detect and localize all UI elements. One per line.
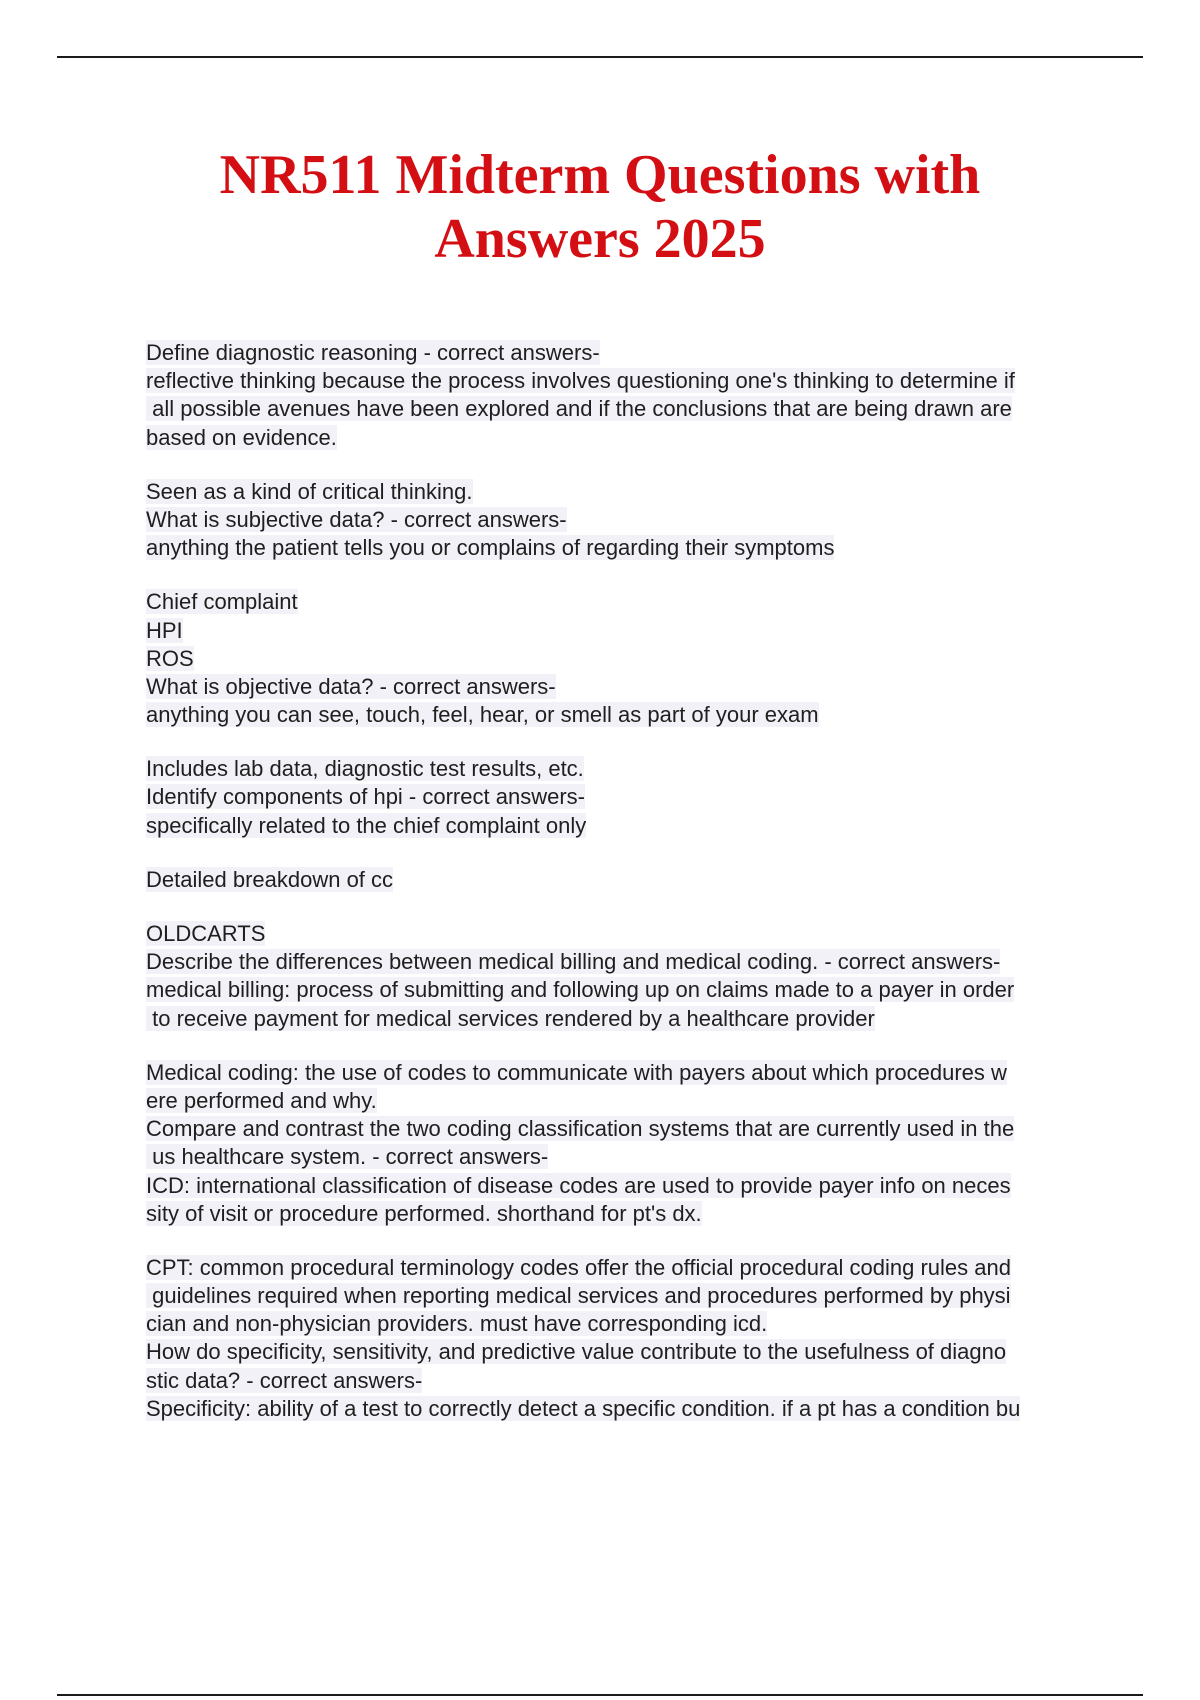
line-text: What is subjective data? - correct answers- <box>146 506 567 532</box>
text-line <box>146 1338 1096 1366</box>
text-line <box>146 1115 1096 1143</box>
text-line <box>146 866 1096 894</box>
blank-line <box>146 894 1096 920</box>
line-text: Describe the differences between medical billing and medical coding. - correct answers- <box>146 949 1001 975</box>
blank-line <box>146 562 1096 588</box>
text-line <box>146 1395 1096 1423</box>
text-line <box>146 673 1096 701</box>
text-line <box>146 367 1096 395</box>
bottom-divider <box>57 1694 1143 1696</box>
text-line <box>146 424 1096 452</box>
line-text: reflective thinking because the process involves questioning one's thinking to determine if <box>146 368 1015 394</box>
line-text: to receive payment for medical services rendered by a healthcare provider <box>146 1005 875 1031</box>
text-line <box>146 1087 1096 1115</box>
text-line <box>146 506 1096 534</box>
line-text: specifically related to the chief complaint only <box>146 812 587 838</box>
line-text: based on evidence. <box>146 424 337 450</box>
text-line <box>146 755 1096 783</box>
text-line <box>146 588 1096 616</box>
line-text: Specificity: ability of a test to correctly detect a specific condition. if a pt has a condition bu <box>146 1395 1021 1421</box>
text-line <box>146 478 1096 506</box>
line-text: Medical coding: the use of codes to communicate with payers about which procedures w <box>146 1059 1007 1085</box>
line-text: anything the patient tells you or complains of regarding their symptoms <box>146 535 835 561</box>
line-text: HPI <box>146 617 183 643</box>
line-text: CPT: common procedural terminology codes offer the official procedural coding rules and <box>146 1254 1011 1280</box>
line-text: anything you can see, touch, feel, hear, or smell as part of your exam <box>146 702 819 728</box>
text-line <box>146 1200 1096 1228</box>
line-text: Includes lab data, diagnostic test results, etc. <box>146 756 584 782</box>
text-line <box>146 645 1096 673</box>
document-body <box>146 339 1096 1423</box>
text-line <box>146 1143 1096 1171</box>
line-text: Seen as a kind of critical thinking. <box>146 478 473 504</box>
text-line <box>146 976 1096 1004</box>
line-text: Chief complaint <box>146 589 298 615</box>
document-title <box>0 143 1200 271</box>
text-line <box>146 339 1096 367</box>
text-line <box>146 1172 1096 1200</box>
top-divider <box>57 56 1143 58</box>
line-text: stic data? - correct answers- <box>146 1367 423 1393</box>
text-line <box>146 1005 1096 1033</box>
blank-line <box>146 729 1096 755</box>
line-text: Compare and contrast the two coding classification systems that are currently used in the <box>146 1116 1015 1142</box>
text-line <box>146 395 1096 423</box>
text-line <box>146 948 1096 976</box>
line-text: guidelines required when reporting medical services and procedures performed by physi <box>146 1283 1011 1309</box>
text-line <box>146 1367 1096 1395</box>
blank-line <box>146 1228 1096 1254</box>
text-line <box>146 1282 1096 1310</box>
text-line <box>146 1059 1096 1087</box>
line-text: medical billing: process of submitting and following up on claims made to a payer in order <box>146 977 1015 1003</box>
line-text: Detailed breakdown of cc <box>146 866 394 892</box>
text-line <box>146 701 1096 729</box>
title-line-1: NR511 Midterm Questions with <box>219 144 981 206</box>
line-text: sity of visit or procedure performed. shorthand for pt's dx. <box>146 1200 702 1226</box>
line-text: OLDCARTS <box>146 921 266 946</box>
line-text: What is objective data? - correct answers- <box>146 673 556 699</box>
line-text: ROS <box>146 645 194 671</box>
line-text: us healthcare system. - correct answers- <box>146 1144 549 1170</box>
title-line-2: Answers 2025 <box>434 208 766 270</box>
blank-line <box>146 840 1096 866</box>
line-text: Identify components of hpi - correct answers- <box>146 784 585 810</box>
text-line <box>146 617 1096 645</box>
blank-line <box>146 452 1096 478</box>
line-text: ICD: international classification of disease codes are used to provide payer info on neces <box>146 1172 1011 1198</box>
blank-line <box>146 1033 1096 1059</box>
line-text: How do specificity, sensitivity, and predictive value contribute to the usefulness of diagno <box>146 1339 1007 1365</box>
text-line <box>146 812 1096 840</box>
line-text: Define diagnostic reasoning - correct answers- <box>146 340 600 365</box>
line-text: all possible avenues have been explored and if the conclusions that are being drawn are <box>146 396 1012 422</box>
line-text: cian and non-physician providers. must have corresponding icd. <box>146 1311 768 1337</box>
line-text: ere performed and why. <box>146 1087 377 1113</box>
text-line <box>146 1254 1096 1282</box>
text-line <box>146 1310 1096 1338</box>
text-line <box>146 920 1096 948</box>
text-line <box>146 783 1096 811</box>
text-line <box>146 534 1096 562</box>
